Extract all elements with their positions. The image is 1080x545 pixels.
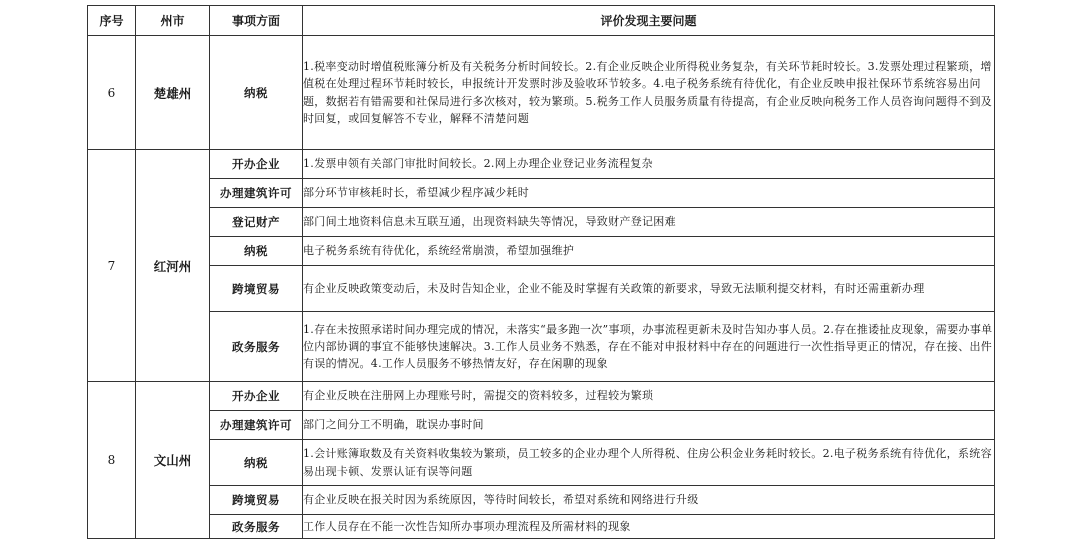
aspect-label: 开办企业 — [210, 150, 303, 179]
issue-text: 1.会计账簿取数及有关资料收集较为繁琐，员工较多的企业办理个人所得税、住房公积金业务耗时较长。2.电子税务系统有待优化，系统容易出现卡顿、发票认证有误等问题 — [303, 440, 995, 486]
issue-text: 电子税务系统有待优化，系统经常崩溃，希望加强维护 — [303, 237, 995, 266]
table-row — [88, 237, 995, 266]
issue-text: 1.存在未按照承诺时间办理完成的情况，未落实“最多跑一次”事项，办事流程更新未及时告知办事人员。2.存在推诿扯皮现象，需要办事单位内部协调的事宜不能够快速解决。3.工作人员业务不熟悉，存在不能对申报材料中存在的问题进行一次性指导更正的情况，存在接、出件有误的情况。4.工作人员服务不够热情友好，存在闲聊的现象 — [303, 312, 995, 382]
aspect-label: 纳税 — [210, 440, 303, 486]
table-row — [88, 208, 995, 237]
prefecture-name: 红河州 — [136, 150, 210, 382]
table-row — [88, 411, 995, 440]
issue-text: 部门间土地资料信息未互联互通，出现资料缺失等情况，导致财产登记困难 — [303, 208, 995, 237]
header-prefecture: 州市 — [136, 6, 210, 36]
issue-text: 有企业反映政策变动后，未及时告知企业，企业不能及时掌握有关政策的新要求，导致无法顺利提交材料，有时还需重新办理 — [303, 266, 995, 312]
issue-text: 1.发票申领有关部门审批时间较长。2.网上办理企业登记业务流程复杂 — [303, 150, 995, 179]
table-row — [88, 440, 995, 486]
table-row — [88, 515, 995, 539]
aspect-label: 办理建筑许可 — [210, 411, 303, 440]
header-issues: 评价发现主要问题 — [303, 6, 995, 36]
table-row — [88, 36, 995, 150]
table-row — [88, 382, 995, 411]
evaluation-table — [87, 5, 995, 539]
issue-text: 工作人员存在不能一次性告知所办事项办理流程及所需材料的现象 — [303, 515, 995, 539]
table-row — [88, 266, 995, 312]
prefecture-name: 楚雄州 — [136, 36, 210, 150]
issue-text: 1.税率变动时增值税账簿分析及有关税务分析时间较长。2.有企业反映企业所得税业务复杂，有关环节耗时较长。3.发票处理过程繁琐，增值税在处理过程环节耗时较长，申报统计开发票时涉及验收环节较多。4.电子税务系统有待优化，有企业反映申报社保环节系统容易出问题，数据若有错需要和社保局进行多次核对，较为繁琐。5.税务工作人员服务质量有待提高，有企业反映向税务工作人员咨询问题得不到及时回复，或回复解答不专业，解释不清楚问题 — [303, 36, 995, 150]
table-row — [88, 150, 995, 179]
aspect-label: 办理建筑许可 — [210, 179, 303, 208]
row-number: 6 — [88, 36, 136, 150]
aspect-label: 跨境贸易 — [210, 486, 303, 515]
table-row — [88, 179, 995, 208]
issue-text: 有企业反映在报关时因为系统原因，等待时间较长，希望对系统和网络进行升级 — [303, 486, 995, 515]
aspect-label: 开办企业 — [210, 382, 303, 411]
issue-text: 有企业反映在注册网上办理账号时，需提交的资料较多，过程较为繁琐 — [303, 382, 995, 411]
issue-text: 部分环节审核耗时长，希望减少程序减少耗时 — [303, 179, 995, 208]
prefecture-name: 文山州 — [136, 382, 210, 539]
table-row — [88, 486, 995, 515]
aspect-label: 纳税 — [210, 237, 303, 266]
aspect-label: 跨境贸易 — [210, 266, 303, 312]
aspect-label: 登记财产 — [210, 208, 303, 237]
row-number: 8 — [88, 382, 136, 539]
header-no: 序号 — [88, 6, 136, 36]
aspect-label: 政务服务 — [210, 312, 303, 382]
issue-text: 部门之间分工不明确，耽误办事时间 — [303, 411, 995, 440]
table-row — [88, 312, 995, 382]
row-number: 7 — [88, 150, 136, 382]
aspect-label: 政务服务 — [210, 515, 303, 539]
header-aspect: 事项方面 — [210, 6, 303, 36]
header-row — [88, 6, 995, 36]
aspect-label: 纳税 — [210, 36, 303, 150]
